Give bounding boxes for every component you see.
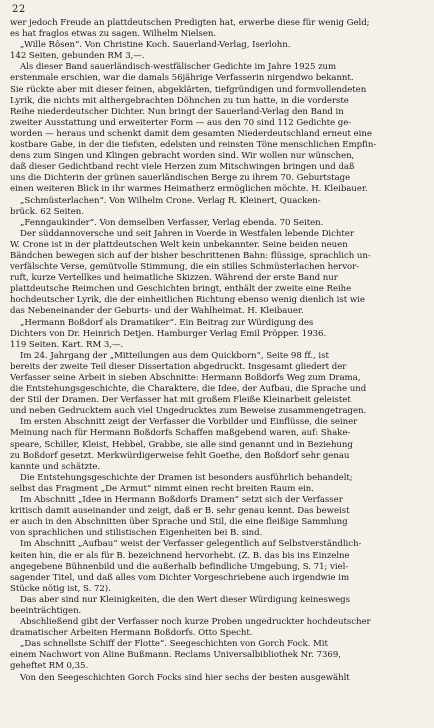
text-line: dramatischer Arbeiten Hermann Boßdorfs. Otto Specht. [10,628,253,639]
text-line: beeinträchtigen. [10,605,82,616]
text-line: hochdeutscher Lyrik, die der einheitlichen Richtung ebenso wenig dienlich ist wie [10,295,365,306]
text-line: Der süddannoversche und seit Jahren in Voerde in Westfalen lebende Dichter [20,228,354,239]
text-line: plattdeutsche Reimchen und Geschichten bringt, enthält der zweite eine Reihe [10,284,352,295]
text-line: „Hermann Boßdorf als Dramatiker“. Ein Beitrag zur Würdigung des [20,317,314,328]
text-line: und neben Gedrucktem auch viel Ungedrucktes zum Beweise zusammengetragen. [10,406,367,417]
text-line: Die Entstehungsgeschichte der Dramen ist besonders ausführlich behandelt; [20,472,353,483]
text-line: angegebene Bühnenbild und die außerhalb befindliche Umgebung, S. 71; viel- [10,561,349,572]
text-line: der Stil der Dramen. Der Verfasser hat mit großem Fleiße Kleinarbeit geleistet [10,395,351,406]
text-line: er auch in den Abschnitten über Sprache und Stil, die eine fleißige Sammlung [10,517,348,528]
text-line: Dichters von Dr. Heinrich Detjen. Hamburger Verlag Emil Pröpper. 1936. [10,328,327,339]
text-line: geheftet RM 0,35. [10,661,89,672]
text-line: einem Nachwort von Aline Bußmann. Reclams Universalbibliothek Nr. 7369, [10,650,341,661]
text-line: bereits der zweite Teil dieser Dissertation abgedruckt. Insgesamt gliedert der [10,361,347,372]
text-line: „Schmüsterlachen“. Von Wilhelm Crone. Verlag R. Kleinert, Quacken- [20,195,321,206]
text-line: keiten hin, die er als für B. bezeichnend hervorhebt. (Z. B. das bis ins Einzelne [10,550,350,561]
text-line: Von den Seegeschichten Gorch Focks sind hier sechs der besten ausgewählt [20,672,350,683]
text-line: Als dieser Band sauerländisch-westfälischer Gedichte im Jahre 1925 zum [20,62,337,73]
text-line: Lyrik, die nichts mit althergebrachten Döhnchen zu tun hatte, in die vorderste [10,95,349,106]
text-line: W. Crone ist in der plattdeutschen Welt kein unbekannter. Seine beiden neuen [10,239,348,250]
text-line: dens zum Singen und Klingen gebracht worden sind. Wir wollen nur wünschen, [10,151,355,162]
text-line: Sie rückte aber mit dieser feinen, abgeklärten, tiefgründigen und formvollendeten [10,84,367,95]
text-line: daß dieser Gedichtband recht viele Herzen zum Mitschwingen bringen und daß [10,162,355,173]
text-line: speare, Schiller, Kleist, Hebbel, Grabbe, sie alle sind genannt und in Beziehung [10,439,353,450]
text-line: von sprachlichen und stilistischen Eigenheiten bei B. sind. [10,528,263,539]
text-line: es hat fraglos etwas zu sagen. Wilhelm Nielsen. [10,29,217,40]
text-line: Abschließend gibt der Verfasser noch kurze Proben ungedruckter hochdeutscher [20,617,371,628]
text-line: ruft, kurze Vertellkes und heimatliche Skizzen. Während der erste Band nur [10,273,338,284]
text-line: Im Abschnitt „Idee in Hermann Boßdorfs Dramen“ setzt sich der Verfasser [20,495,343,506]
text-line: Das aber sind nur Kleinigkeiten, die den Wert dieser Würdigung keineswegs [20,594,350,605]
text-line: das Nebeneinander der Geburts- und der Wahlheimat. H. Kleibauer. [10,306,304,317]
text-line: einen weiteren Blick in ihr warmes Heimatherz ermöglichen möchte. H. Kleibauer. [10,184,368,195]
text-line: „Wille Rôsen“. Von Christine Koch. Sauerland-Verlag, Iserlohn. [20,40,291,51]
text-line: Bändchen bewegen sich auf der bisher beschrittenen Bahn: flüssige, sprachlich un- [10,250,371,261]
text-line: verfälschte Verse, gemütvolle Stimmung, die ein stilles Schmüsterlachen hervor- [10,262,360,273]
page-number: 22 [12,4,26,15]
text-line: kritisch damit auseinander und zeigt, daß er B. sehr genau kennt. Das beweist [10,506,350,517]
text-line: Im 24. Jahrgang der „Mitteilungen aus dem Quickborn“, Seite 98 ff., ist [20,350,329,361]
text-line: selbst das Fragment „De Armut“ nimmt einen recht breiten Raum ein. [10,483,314,494]
text-body [10,18,426,684]
text-line: 119 Seiten. Kart. RM 3,—. [10,339,124,350]
text-line: erstenmale erschien, war die damals 56jährige Verfasserin nirgendwo bekannt. [10,73,354,84]
text-line: Verfasser seine Arbeit in sieben Abschnitte: Hermann Boßdorfs Weg zum Drama, [10,373,361,383]
text-line: wer jedoch Freude an plattdeutschen Predigten hat, erwerbe diese für wenig Geld; [10,18,370,28]
text-line: Stücke nötig ist, S. 72). [10,583,111,594]
text-line: Reihe niederdeutscher Dichter. Nun bringt der Sauerland-Verlag den Band in [10,106,344,117]
text-line: Meinung nach für Hermann Boßdorfs Schaffen maßgebend waren, auf: Shake- [10,428,351,439]
text-line: „Das schnellste Schiff der Flotte“. Seegeschichten von Gorch Fock. Mit [20,639,328,650]
text-line: zu Boßdorf gesetzt. Merkwürdigerweise fehlt Goethe, den Boßdorf sehr genau [10,450,350,461]
text-line: kannte und schätzte. [10,461,101,472]
text-line: brück. 62 Seiten. [10,206,84,217]
text-line: 142 Seiten, gebunden RM 3,—. [10,51,145,62]
text-line: Im Abschnitt „Aufbau“ weist der Verfasser gelegentlich auf Selbstverständlich- [20,539,362,550]
text-line: Im ersten Abschnitt zeigt der Verfasser die Vorbilder und Einflüsse, die seiner [20,417,358,428]
text-line: uns die Dichterin der grünen sauerländischen Berge zu ihrem 70. Geburtstage [10,173,351,184]
text-line: die Entstehungsgeschichte, die Charaktere, die Idee, der Aufbau, die Sprache und [10,384,367,395]
text-line: „Fenngaukinder“. Von demselben Verfasser, Verlag ebenda. 70 Seiten. [20,217,324,228]
text-line: zweiter Ausstattung und erweiterter Form — aus den 70 sind 112 Gedichte ge- [10,117,352,128]
text-line: sagender Titel, und daß alles vom Dichter Vorgeschriebene auch irgendwie im [10,572,350,583]
text-line: worden — heraus und schenkt damit dem gesamten Niederdeutschland erneut eine [10,128,372,139]
text-line: kostbare Gabe, in der die tiefsten, edelsten und reinsten Töne menschlichen Empfin- [10,140,377,151]
